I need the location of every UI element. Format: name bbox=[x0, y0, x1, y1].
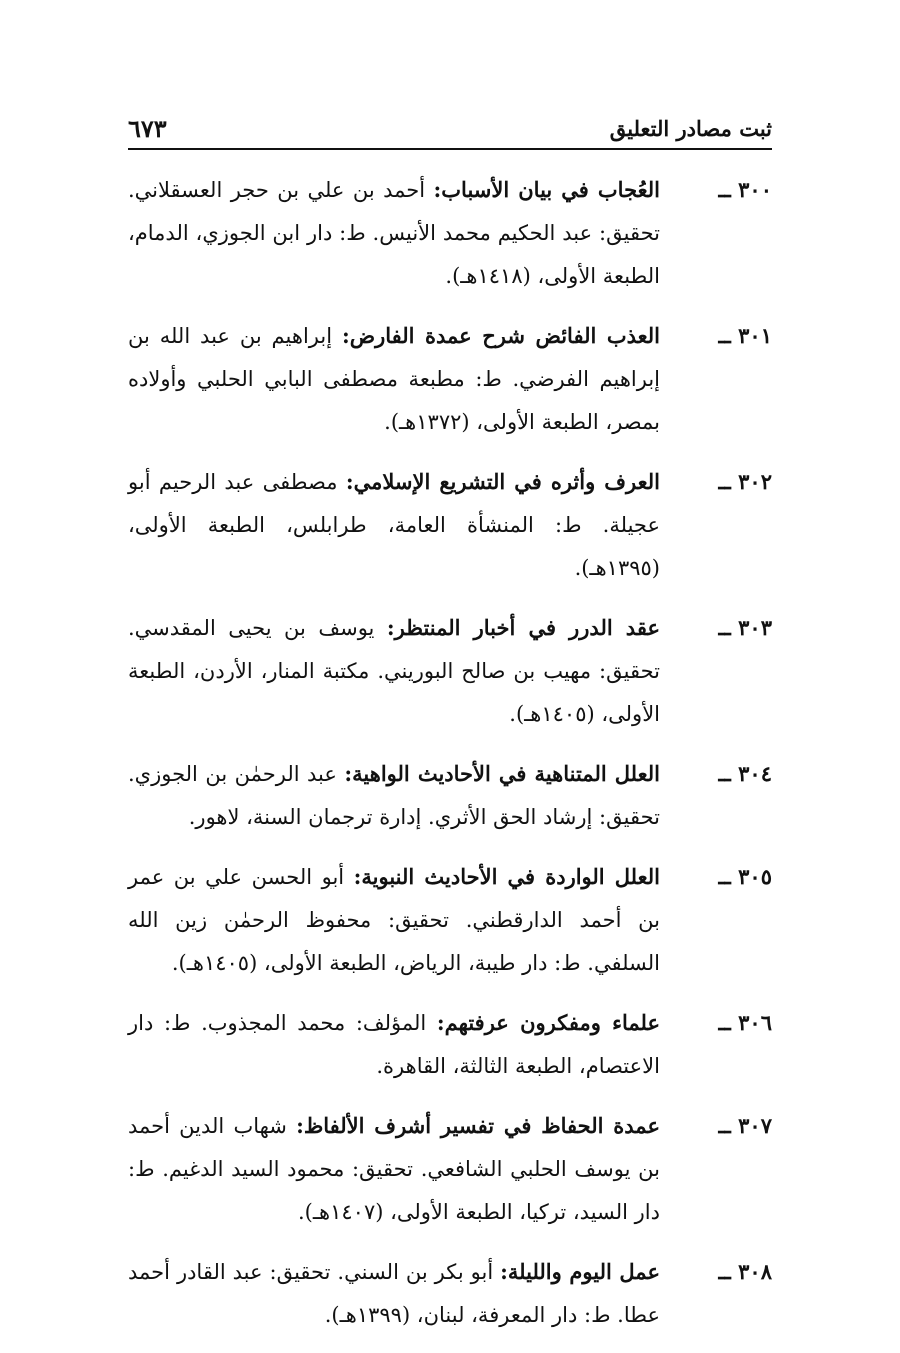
bibliography-entry bbox=[128, 314, 772, 444]
entry-title: عقد الدرر في أخبار المنتظر: bbox=[386, 615, 660, 640]
entry-title: العرف وأثره في التشريع الإسلامي: bbox=[345, 469, 660, 494]
entry-body: أبو بكر بن السني. تحقيق: عبد القادر أحمد عطا. ط: دار المعرفة، لبنان، (١٣٩٩هـ). bbox=[128, 1260, 660, 1327]
entry-number: ٣٠٧ ــ bbox=[718, 1113, 772, 1138]
bibliography-entry bbox=[128, 855, 772, 985]
entry-body: يوسف بن يحيى المقدسي. تحقيق: مهيب بن صالح البوريني. مكتبة المنار، الأردن، الطبعة الأولى، (١٤٠٥هـ). bbox=[128, 616, 660, 726]
entry-body: أحمد بن علي بن حجر العسقلاني. تحقيق: عبد الحكيم محمد الأنيس. ط: دار ابن الجوزي، الدمام، الطبعة الأولى، (١٤١٨هـ). bbox=[128, 178, 660, 288]
entry-body: أبو الحسن علي بن عمر بن أحمد الدارقطني. تحقيق: محفوظ الرحمٰن زين الله السلفي. ط: دار طيبة، الرياض، الطبعة الأولى، (١٤٠٥هـ). bbox=[128, 865, 660, 975]
entry-title: العُجاب في بيان الأسباب: bbox=[433, 177, 660, 202]
bibliography-entry bbox=[128, 460, 772, 590]
header-title: ثبت مصادر التعليق bbox=[609, 115, 772, 141]
entry-title: عمدة الحفاظ في تفسير أشرف الألفاظ: bbox=[296, 1113, 660, 1138]
entry-number: ٣٠٢ ــ bbox=[718, 469, 772, 494]
entry-number: ٣٠٣ ــ bbox=[718, 615, 772, 640]
running-header bbox=[128, 112, 772, 150]
entry-body: شهاب الدين أحمد بن يوسف الحلبي الشافعي. تحقيق: محمود السيد الدغيم. ط: دار السيد، تركيا، الطبعة الأولى، (١٤٠٧هـ). bbox=[128, 1114, 660, 1224]
entry-title: العذب الفائض شرح عمدة الفارض: bbox=[341, 323, 660, 348]
bibliography-entry bbox=[128, 606, 772, 736]
entry-title: العلل المتناهية في الأحاديث الواهية: bbox=[344, 761, 660, 786]
entry-number: ٣٠٨ ــ bbox=[718, 1259, 772, 1284]
entry-number: ٣٠١ ــ bbox=[718, 323, 772, 348]
bibliography-entry bbox=[128, 752, 772, 839]
entry-title: عمل اليوم والليلة: bbox=[500, 1259, 660, 1284]
page-number: ٦٧٣ bbox=[128, 113, 167, 143]
entry-number: ٣٠٠ ــ bbox=[718, 177, 772, 202]
bibliography-entry bbox=[128, 1250, 772, 1337]
entry-body: المؤلف: محمد المجذوب. ط: دار الاعتصام، الطبعة الثالثة، القاهرة. bbox=[128, 1011, 660, 1078]
bibliography-entry bbox=[128, 168, 772, 298]
entry-title: العلل الواردة في الأحاديث النبوية: bbox=[353, 864, 660, 889]
bibliography-entry bbox=[128, 1001, 772, 1088]
entry-body: مصطفى عبد الرحيم أبو عجيلة. ط: المنشأة العامة، طرابلس، الطبعة الأولى، (١٣٩٥هـ). bbox=[128, 470, 660, 580]
entry-number: ٣٠٤ ــ bbox=[718, 761, 772, 786]
entry-title: علماء ومفكرون عرفتهم: bbox=[436, 1010, 661, 1035]
bibliography-list bbox=[128, 168, 772, 1353]
bibliography-entry bbox=[128, 1104, 772, 1234]
entry-number: ٣٠٥ ــ bbox=[718, 864, 772, 889]
entry-body: عبد الرحمٰن بن الجوزي. تحقيق: إرشاد الحق الأثري. إدارة ترجمان السنة، لاهور. bbox=[128, 762, 660, 829]
entry-number: ٣٠٦ ــ bbox=[718, 1010, 772, 1035]
entry-body: إبراهيم بن عبد الله بن إبراهيم الفرضي. ط: مطبعة مصطفى البابي الحلبي وأولاده بمصر، الطبعة الأولى، (١٣٧٢هـ). bbox=[128, 324, 660, 434]
